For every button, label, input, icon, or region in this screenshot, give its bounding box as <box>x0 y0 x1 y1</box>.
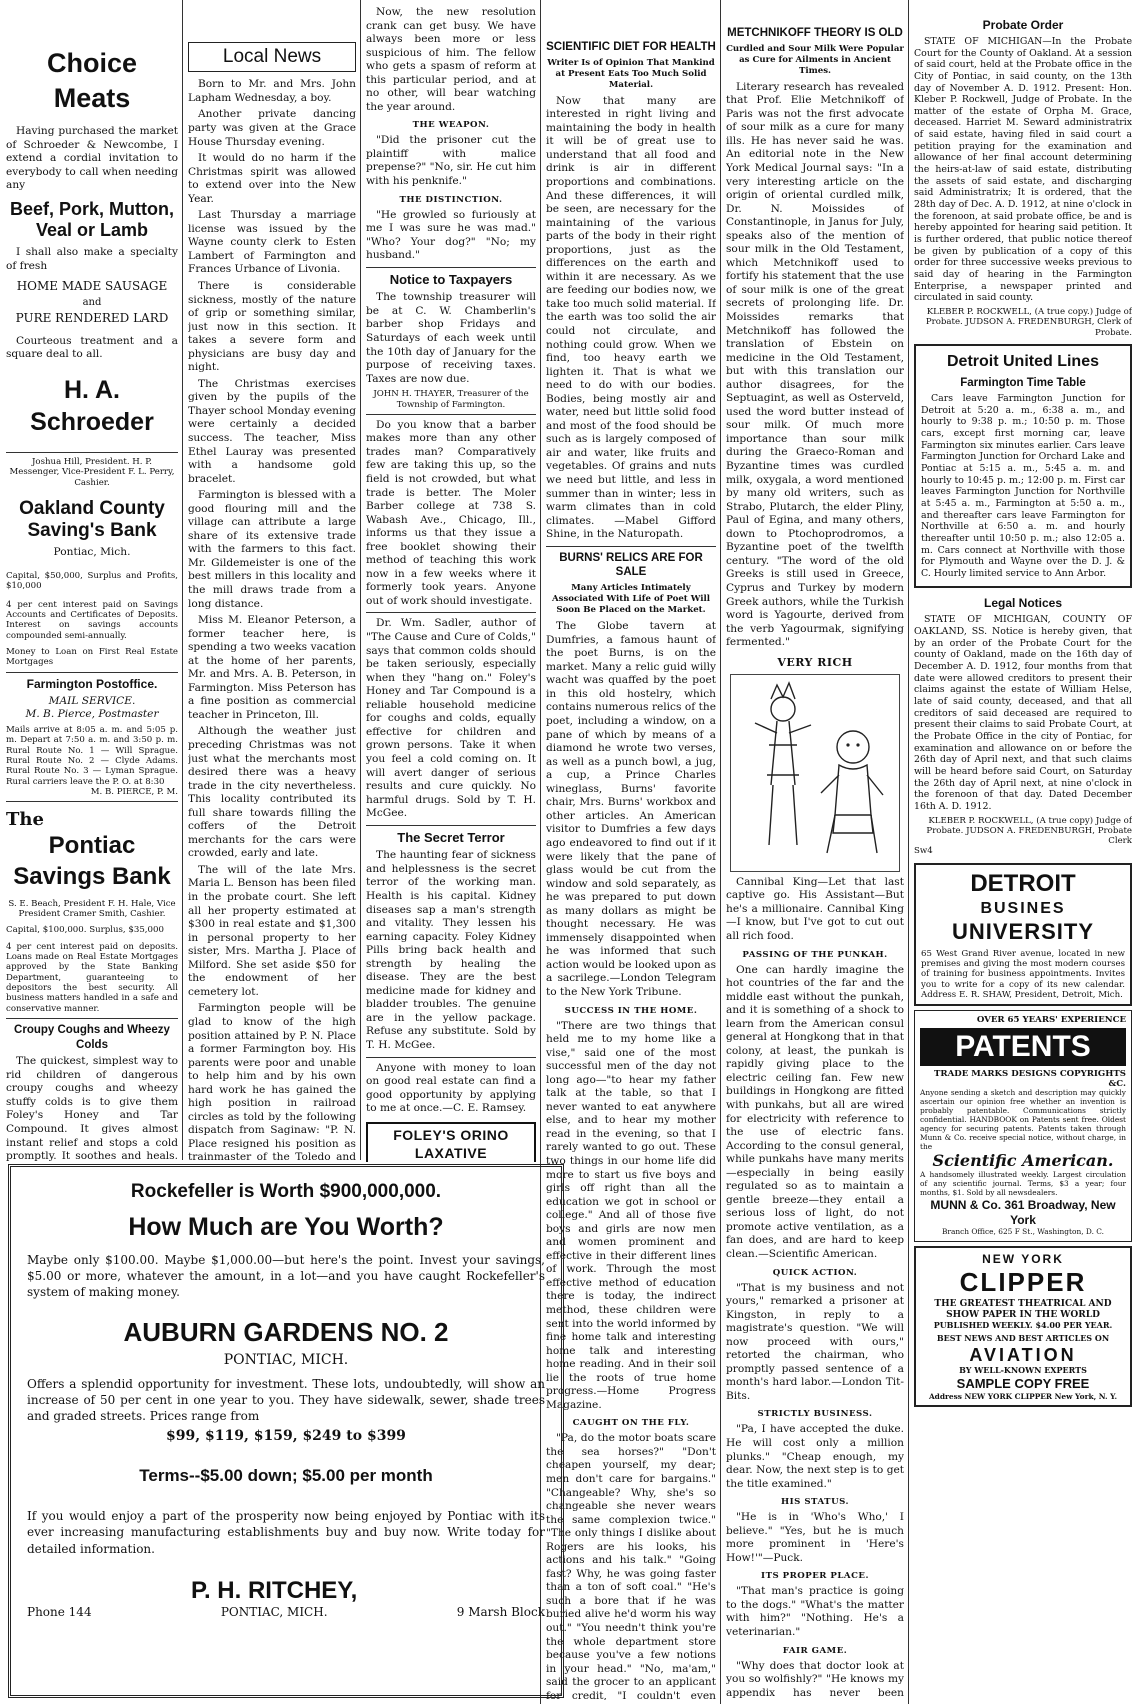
croupy-title: Croupy Coughs and Wheezy Colds <box>14 1023 170 1051</box>
punkah-text: One can hardly imagine the hot countries of the far and the middle east without the punkah, and it is something of a shock to learn from the American consul general at Hongkong that in that colony, at least, the punkah is rapidly giving place to the electric ceiling fan. Few new buildings in Hongkong are fitted with punkahs, but all are wired for electricity with reference to the use of electric fans. According to the consul general, while punkahs have many merits—especially in being easily regulated so as to maintain a gentle breeze—they entail a serious loss of light, do not promote active ventilation, as a fan does, and are hard to keep clean.—Scientific American. <box>726 963 904 1260</box>
weapon-heading: THE WEAPON. <box>412 120 490 131</box>
home-heading: SUCCESS IN THE HOME. <box>564 1005 698 1016</box>
local-news-item: It would do no harm if the Christmas spirit was allowed to extend over into the New Year. <box>188 152 356 205</box>
and-line: and <box>82 296 102 308</box>
divider <box>6 672 178 673</box>
psb-name-2: Savings Bank <box>13 862 171 890</box>
courteous-text: Courteous treatment and a square deal to all. <box>6 334 178 361</box>
patents-ad <box>914 1010 1132 1241</box>
psb-the: The <box>6 809 44 831</box>
diet-subheading: Writer Is of Opinion That Mankind at Present Eats Too Much Solid Material. <box>547 57 715 90</box>
taxpayers-sign: JOHN H. THAYER, Treasurer of the Township of Farmington. <box>373 389 529 410</box>
home-text: "There are two things that held me to my home like a vise," said one of the most successful men of the day not long ago—"to hear my father talk at the table, so that I never wanted to eat anywhere else, and to hear my mother read in the evening, so that I rarely wanted to go out. These two things in our home life did more to start us five boys and girls off right than all the education we got in school or college." And all of those five boys and girls are now men and women prominent and effective in their different lines of work. Through the most effective method of education there is today, the indirect method, these children were sent into the world informed by fine home talk and interesting home talk and interesting home reading. And in their soil lie the roots of true home progress.—Home Progress Magazine. <box>546 1019 716 1411</box>
local-news-title: Local News <box>188 42 356 72</box>
column-rule <box>360 0 361 1160</box>
column-6 <box>914 6 1132 1700</box>
column-5 <box>726 6 904 1700</box>
clipper-line-2: CLIPPER <box>959 1267 1087 1298</box>
fair-heading: FAIR GAME. <box>782 1645 848 1656</box>
patents-body-2: A handsomely illustrated weekly. Largest circulation of any scientific journal. Terms, $3 a year; four months, $1. Sold by all newsdealers. <box>920 1170 1126 1197</box>
clipper-ad <box>914 1246 1132 1408</box>
very-rich-heading: VERY RICH <box>777 655 853 669</box>
patents-top: OVER 65 YEARS' EXPERIENCE <box>976 1015 1126 1026</box>
local-news-item: There is considerable sickness, mostly of the nature of grip or something similar, just now in this section. It takes a severe form and physicians are busy day and night. <box>188 279 356 374</box>
local-news-item: Born to Mr. and Mrs. John Lapham Wednesday, a boy. <box>188 78 356 104</box>
ad-ritchey: P. H. RITCHEY, <box>191 1576 358 1604</box>
choice-meats-title: Choice Meats <box>46 48 138 113</box>
metchnikoff-text: Literary research has revealed that Prof. Elie Metchnikoff of Paris was not the first advocate of sour milk as a cure for many ills. He has never said he was. An editorial note in the New York Medical Journal says: "In a very interesting article on the origin of oriental curdled milk, Dr. N. Moissides of Constantinople, in Janus for July, speaks also of the mention of sour milk in the Old Testament, which Metchnikoff used to fortify his statement that the use of sour milk is one of the great secrets of prolonging life. Dr. Moissides remarks that Metchnikoff has followed the translation of Ebstein on medicine in the Old Testament, but with this translation our author disagrees, for the Septuagint, as well as Osterveld, used the word butter instead of sour milk. Of much more importance than sour milk during the Graeco-Roman and Byzantine times was curdled milk, oxygala, a word mentioned by many old writers, such as Strabo, Plutarch, the elder Pliny, Paul of Egina, and many others, down to Ptochoprodromos, a Byzantine poet of the twelfth century. "The word of the old Greeks is still used in Greece, Cyprus and Turkey by modern Greek authors, while the Turkish word is Yagourte, derived from the verb Yagourmak, signifying fermented." <box>726 80 904 649</box>
column-1 <box>6 6 178 1162</box>
ad-city: PONTIAC, MICH. <box>223 1351 349 1368</box>
fly-heading: CAUGHT ON THE FLY. <box>572 1418 690 1429</box>
barber-text: Do you know that a barber makes more than any other trades man? Comparatively few are taking this up, so the field is not crowded, but what trade is better. The Moler Barber college at 738 S. Wabash Ave., Chicago, Ill., informs us that they issue a free booklet showing their method of teaching this work now in a few weeks where it formerly took years. Anyone out of work should investigate. <box>366 418 536 607</box>
very-rich-caption: Cannibal King—Let that last captive go. His Assistant—But he's a millionaire. Cannibal King—I know, but I've got to cut out all rich food. <box>726 875 904 942</box>
column-rule <box>720 0 721 1704</box>
ad-footer <box>27 1577 545 1619</box>
lard-line: PURE RENDERED LARD <box>15 311 169 326</box>
quick-text: "That is my business and not yours," remarked a prisoner at Kingston, in reply to a magistrate's question. "We will now proceed with ours," retorted the chairman, who promptly passed sentence of a month's hard labor.—London Tit-Bits. <box>726 1281 904 1402</box>
strict-heading: STRICTLY BUSINESS. <box>757 1409 873 1420</box>
column-2 <box>188 6 356 1162</box>
clipper-line-6: AVIATION <box>969 1344 1077 1365</box>
legal-text: STATE OF MICHIGAN, COUNTY OF OAKLAND, SS. Notice is hereby given, that by an order of the Probate Court for the county of Oakland, made on the 16th day of December A. D. 1912, four months from that date were allowed creditors to present their claims against the estate of William Helse, late of said county, deceased, and that all creditors of said deceased are required to present their claims to said Probate Court, at the Probate Office in the city of Pontiac, for examination and allowance on or before the 26th day of April next, and that such claims will be heard before said Court, on Saturday the 26th day of April next, at nine o'clock in the forenoon of that day. Dated December 16th A. D. 1912. <box>914 614 1132 812</box>
taxpayers-heading: Notice to Taxpayers <box>389 271 513 287</box>
postoffice-sign: M. B. PIERCE, P. M. <box>90 786 178 797</box>
ad-if: If you would enjoy a part of the prosperity now being enjoyed by Pontiac with its ever increasing manufacturing establishments buy and buy now. Write today for detailed information. <box>27 1509 545 1556</box>
ad-ritchey-block <box>191 1577 357 1619</box>
meats-list: Beef, Pork, Mutton, Veal or Lamb <box>9 198 174 240</box>
local-news-item: Last Thursday a marriage license was issued by the Wayne county clerk to Esten Lambert of Farmington and Frances Urbance of Livonia. <box>188 209 356 276</box>
burns-text: The Globe tavern at Dumfries, a famous haunt of the poet Burns, is on the market. Many a relic guid willy wacht was quaffed by the poet in this old hostelry, which contains numerous relics of the poet, including a window, on a pane of which by means of a diamond he wrote two verses, as well as a punch bowl, a jug, a cup, a Prince Charles wineglass, Burns' favorite chair, Mrs. Burns' workbox and other articles. An American visitor to Dumfries a few days ago endeavored to find out if it were likely that the pane of glass would be cut from the window and sold separately, as he was prepared to put down as many dollars as might be thought necessary. He was immensely disappointed when he was informed that such action would be looked upon as a sacrilege.—London Telegram to the New York Tribune. <box>546 620 716 998</box>
place-heading: ITS PROPER PLACE. <box>761 1571 869 1582</box>
local-news-item: Miss M. Eleanor Peterson, a former teacher here, is spending a two weeks vacation at the home of her parents, Mr. and Mrs. A. B. Peterson, in Farmington. Miss Peterson has a fine position as commercial teacher in Princeton, Ill. <box>188 614 356 721</box>
status-heading: HIS STATUS. <box>781 1497 849 1508</box>
probate-sign: KLEBER P. ROCKWELL, (A true copy.) Judge of Probate. JUDSON A. FREDENBURGH, Clerk of Probate. <box>925 306 1132 338</box>
psb-officers: S. E. Beach, President F. H. Hale, Vice President Cramer Smith, Cashier. <box>8 898 176 919</box>
bank-money: Money to Loan on First Real Estate Mortgages <box>6 646 178 668</box>
choice-body: Having purchased the market of Schroeder & Newcombe, I extend a cordial invitation to everybody to call when needing any <box>6 125 178 192</box>
terror-text: The haunting fear of sickness and helplessness is the secret terror of the working man. Health is his capital. Kidney diseases sap a man's strength and vitality. They lessen his earning capacity. Foley Kidney Pills bring back health and strength by healing the disease. They are the best medicine made for kidney and bladder troubles. The genuine are in the yellow package. Refuse any substitute. Sold by T. H. McGee. <box>366 849 536 1051</box>
bank-officers: Joshua Hill, President. H. P. Messenger, Vice-President F. L. Perry, Cashier. <box>9 456 175 488</box>
psb-capital: Capital, $100,000. Surplus, $35,000 <box>6 925 164 936</box>
probate-text: STATE OF MICHIGAN—In the Probate Court for the County of Oakland. At a session of said court, held at the Probate office in the City of Pontiac, in said county, on the 13th day of November A. D. 1912. Present: Hon. Kleber P. Rockwell, Judge of Probate. In the matter of the estate of Orpha M. Grace, deceased. Harriet M. Seward administratrix of said estate, having filed in said court a petition praying for the examination and allowance of her final account determining the heirs-at-law of said estate, distributing the assets of said estate, and discharging said Administratrix; It is ordered, that the 28th day of Dec. A. D. 1912, at nine o'clock in the forenoon, at said probate office, be and is hereby appointed for hearing said petition. It is further ordered, that public notice thereof be given by publication of a copy of this order for three successive weeks previous to said day of hearing in the Farmington Enterprise, a newspaper printed and circulated in said county. <box>914 35 1132 304</box>
clipper-line-5: BEST NEWS AND BEST ARTICLES ON <box>936 1332 1110 1343</box>
bank-interest: 4 per cent interest paid on Savings Accounts and Certificates of Deposits. Interest on savings accounts compounded semi-annually. <box>6 599 178 641</box>
column-3 <box>366 6 536 1162</box>
divider <box>366 267 536 268</box>
dul-box <box>914 344 1132 589</box>
dbu-ad <box>914 863 1132 1006</box>
local-news-item: Another private dancing party was given at the Grace House Thursday evening. <box>188 108 356 148</box>
divider <box>366 1057 536 1058</box>
dbu-line-2: BUSINES <box>980 899 1066 917</box>
patents-word: PATENTS <box>920 1028 1126 1065</box>
croupy-body: The quickest, simplest way to rid children of dangerous croupy coughs and wheezy stuffy colds is to give them Foley's Honey and Tar Compound. It gives almost instant relief and stops a cold promptly. It soothes and heals. <box>6 1055 178 1162</box>
resolution-text: Now, the new resolution crank can get busy. We have always been more or less suspicious of him. The fellow who gets a spasm of reform at this particular period, and at no other, will bear watching the year around. <box>366 6 536 113</box>
dul-subheading: Farmington Time Table <box>960 376 1086 389</box>
burns-subheading: Many Articles Intimately Associated With Life of Poet Will Soon Be Placed on the Market. <box>551 583 711 616</box>
taxpayers-text: The township treasurer will be at C. W. Chamberlin's barber shop Fridays and Saturdays of each week until the 10th day of January for the purpose of receiving taxes. Taxes are now due. <box>366 291 536 385</box>
legal-code: Sw4 <box>914 846 933 857</box>
local-news-item: The Christmas exercises given by the pupils of the Thayer school Monday evening were certainly a decided success. The teacher, Miss Ethel Lauray was presented with a handsome gold bracelet. <box>188 377 356 485</box>
patents-marks: TRADE MARKS DESIGNS COPYRIGHTS &C. <box>934 1068 1126 1089</box>
specialty-text: I shall also make a specialty of fresh <box>6 246 178 272</box>
metchnikoff-heading: METCHNIKOFF THEORY IS OLD <box>727 27 903 39</box>
clipper-line-3: THE GREATEST THEATRICAL AND SHOW PAPER IN THE WORLD <box>934 1298 1112 1320</box>
clipper-line-4: PUBLISHED WEEKLY. $4.00 PER YEAR. <box>933 1319 1113 1330</box>
divider <box>546 546 716 547</box>
dul-text: Cars leave Farmington Junction for Detroit at 5:20 a. m., 6:38 a. m., and hourly to 9:38 p. m.; 10:50 p. m. Those cars, except first morning car, leave Farmington six minutes earlier. Cars leave Farmington Junction for Orchard Lake and Pontiac at 5:15 a. m., 5:45 a. m. and hourly to 10:45 p. m.; 12:00 p. m. First car leaves Farmington Junction for Northville at 5:45 a. m., Farmington at 5:50 a. m., and thereafter cars leave Farmington for Northville at 6:50 a. m. and hourly thereafter until 10:50 p. m.; also 12:05 a. m. Cars connect at Northville with those for Plymouth and Wayne over the D. J. & C. Hourly limited service to Ann Arbor. <box>921 392 1125 579</box>
legal-sign: KLEBER P. ROCKWELL, (A true copy) Judge of Probate. JUDSON A. FREDENBURGH, Probate Clerk <box>926 815 1132 847</box>
auburn-gardens-ad <box>8 1164 564 1698</box>
ad-prices: $99, $119, $159, $249 to $399 <box>166 1428 406 1445</box>
cannibal-cartoon <box>730 674 900 872</box>
clipper-line-1: NEW YORK <box>982 1251 1064 1266</box>
ad-offers: Offers a splendid opportunity for investment. These lots, undoubtedly, will show an increase of 50 per cent in one year to you. They have sidewalk, sewer, shade trees and graded streets. Prices range from <box>27 1376 545 1423</box>
probate-heading: Probate Order <box>982 18 1064 32</box>
terror-heading: The Secret Terror <box>397 829 505 845</box>
ad-block: 9 Marsh Block <box>456 1604 545 1619</box>
local-news-item: Farmington people will be glad to know of the high position attained by P. N. Place a former Farmington boy. His parents were poor and unable to help him and by his own hard work he has gained the high position in railroad circles as told by the following dispatch from Saginaw: "P. N. Place resigned his position as trainmaster of the Toledo and <box>188 1002 356 1162</box>
patents-munn: MUNN & Co. 361 Broadway, New York <box>930 1197 1116 1227</box>
postoffice-title: Farmington Postoffice. <box>26 676 158 691</box>
dul-heading: Detroit United Lines <box>946 352 1099 370</box>
loan-text: Anyone with money to loan on good real estate can find a good opportunity by applying to me at once.—C. E. Ramsey. <box>366 1061 536 1115</box>
dbu-line-1: DETROIT <box>970 869 1076 897</box>
divider <box>6 801 178 802</box>
ad-phone: Phone 144 <box>27 1604 92 1619</box>
ad-how-much: How Much are You Worth? <box>128 1213 444 1241</box>
fair-text: "Why does that doctor look at you so wolfishly?" "He knows my appendix has never been <box>726 1659 904 1699</box>
psb-name-1: Pontiac <box>48 832 136 860</box>
patents-body: Anyone sending a sketch and description may quickly ascertain our opinion free whether an invention is probably patentable. Communications strictly confidential. HANDBOOK on Patents sent free. Oldest agency for securing patents. Patents taken through Munn & Co. receive special notice, without charge, in the <box>920 1088 1126 1151</box>
burns-heading: BURNS' RELICS ARE FOR SALE <box>559 551 703 579</box>
distinction-heading: THE DISTINCTION. <box>399 194 503 205</box>
divider <box>6 452 178 453</box>
diet-heading: SCIENTIFIC DIET FOR HEALTH <box>546 41 716 53</box>
ad-rockefeller: Rockefeller is Worth $900,000,000. <box>130 1181 442 1202</box>
place-text: "That man's practice is going to the dogs." "What's the matter with him?" "Nothing. He's a veterinarian." <box>726 1585 904 1639</box>
mail-service: MAIL SERVICE. <box>48 694 136 707</box>
quick-heading: QUICK ACTION. <box>772 1267 858 1278</box>
dbu-body: 65 West Grand River avenue, located in new premises and giving the most modern courses of training for business appointments. Invites you to write for a copy of its new calendar. Address E. R. SHAW, President, Detroit, Mich. <box>921 948 1125 1000</box>
oakland-bank-name: Oakland County Saving's Bank <box>19 497 165 541</box>
column-rule <box>182 0 183 1160</box>
postmaster: M. B. Pierce, Postmaster <box>25 708 159 721</box>
ad-terms: Terms--$5.00 down; $5.00 per month <box>139 1466 433 1486</box>
sausage-line: HOME MADE SAUSAGE <box>16 279 168 294</box>
bank-capital: Capital, $50,000, Surplus and Profits, $10,000 <box>6 571 178 592</box>
bank-city: Pontiac, Mich. <box>53 545 131 558</box>
fly-text: "Pa, do the motor boats scare the sea horses?" "Don't cheapen yourself, my dear; men don't care for bargains." "Changeable? Why, she's so changeable she never wears the same complexion twice." "The only things I dislike about Rogers are his looks, his actions and his talk." "Going fast? Why, he was going faster than a ton of soft coal." "He's such a bore that if he was buried alive he'd worm his way out." "You needn't think you're the whole department store because you've a few notions in your head." "No, ma'am," said the grocer to an applicant for credit, "I couldn't even <box>546 1432 716 1700</box>
clipper-line-9: Address NEW YORK CLIPPER New York, N. Y. <box>928 1392 1118 1402</box>
sadler-text: Dr. Wm. Sadler, author of "The Cause and Cure of Colds," says that common colds should be taken seriously, especially when they "hang on." Foley's Honey and Tar Compound is a reliable household medicine for coughs and colds, equally effective for children and grown persons. Take it when you feel a cold coming on. It will avert danger of serious results and cure quickly. No harmful drugs. Sold by T. H. McGee. <box>366 617 536 820</box>
postoffice-body: Mails arrive at 8:05 a. m. and 5:05 p. m. Depart at 7:50 a. m. and 3:50 p. m. Rural Route No. 1 — Will Sprague. Rural Route No. 2 — Clyde Adams. Rural Route No. 3 — Lyman Sprague. Rural carriers leave the P. O. at 8:30 <box>6 725 178 787</box>
strict-text: "Pa, I have accepted the duke. He will cost only a million plunks." "Cheap enough, my dear. Now, the next step is to get the title examined." <box>726 1423 904 1490</box>
ad-auburn: AUBURN GARDENS NO. 2 <box>123 1316 449 1347</box>
foley-laxative-ad <box>366 1122 536 1162</box>
schroeder-name: H. A. Schroeder <box>30 375 154 436</box>
local-news-item: The will of the late Mrs. Maria L. Benson has been filed in the probate court. She left all her property estimated at $300 in real estate and $1,300 in personal property to her sister, Mrs. Martha J. Place of Milford. She set aside $50 for the endowment of her cemetery lot. <box>188 863 356 998</box>
distinction-text: "He growled so furiously at me I was sure he was mad." "Who? Your dog?" "No; my husband." <box>366 208 536 262</box>
column-rule <box>908 0 909 1704</box>
patents-branch: Branch Office, 625 F St., Washington, D. C. <box>941 1226 1105 1236</box>
divider <box>6 1018 178 1019</box>
divider <box>366 414 536 415</box>
divider <box>366 612 536 613</box>
ad-maybe: Maybe only $100.00. Maybe $1,000.00—but here's the point. Invest your savings, $5.00 or more, whatever the amount, in a lot—and you have caught Rockefeller's system of making money. <box>27 1253 545 1300</box>
divider <box>366 825 536 826</box>
metchnikoff-subheading: Curdled and Sour Milk Were Popular as Cure for Ailments in Ancient Times. <box>726 43 904 76</box>
weapon-text: "Did the prisoner cut the plaintiff with malice prepense?" "No, sir. He cut him with his penknife." <box>366 134 536 188</box>
foley-ad-title: FOLEY'S ORINO LAXATIVE <box>393 1126 509 1161</box>
local-news-item: Although the weather just preceding Christmas was not just what the merchants most desired there was a heavy trade in the city nevertheless. This locality contributed its full share towards filling the coffers of the Detroit merchants for the cars were crowded, early and late. <box>188 725 356 860</box>
ad-ritchey-city: PONTIAC, MICH. <box>220 1604 328 1619</box>
clipper-line-8: SAMPLE COPY FREE <box>956 1375 1090 1391</box>
local-news-item: Farmington is blessed with a good flouring mill and the village can attribute a large share of its extensive trade with the farmers to this fact. Mr. Gildemeister is one of the best millers in this locality and the mill draws trade from a long distance. <box>188 489 356 610</box>
diet-text: Now that many are interested in right living and maintaining the body in health it will be of great use to understand that all food and drink is air in different proportions and combinations. And these differences, it will be seen, are necessary for the maintaining of the various parts of the body in their right proportions, just as the differences on the earth and within it are necessary. As we are feeding our bodies now, we take too much solid material. If the earth was too solid the air could not circulate, and nothing could grow. When we find, too heavy earth we lighten it. That is what we need to do with our bodies. Bodies, being mostly air and water, need but little solid food and most of the food should be such as is largely composed of air and water, like fruits and vegetables. Of grains and nuts we need but little, and less in summer than in winter; less in warm climates than in cold climates. —Mabel Gifford Shine, in the Naturopath. <box>546 94 716 541</box>
clipper-line-7: BY WELL-KNOWN EXPERTS <box>959 1365 1087 1376</box>
psb-body: 4 per cent interest paid on deposits. Loans made on Real Estate Mortgages approved by the State Banking Department, guaranteeing to depositors the best security. All business matters handled in a safe and conservative manner. <box>6 941 178 1014</box>
dbu-line-3: UNIVERSITY <box>951 919 1095 945</box>
column-4 <box>546 6 716 1700</box>
punkah-heading: PASSING OF THE PUNKAH. <box>742 949 888 960</box>
patents-sci-am: Scientific American. <box>932 1151 1114 1171</box>
legal-heading: Legal Notices <box>983 596 1063 611</box>
status-text: "He is in 'Who's Who,' I believe." "Yes, but he is much more prominent in 'Here's How!'"—Puck. <box>726 1511 904 1564</box>
